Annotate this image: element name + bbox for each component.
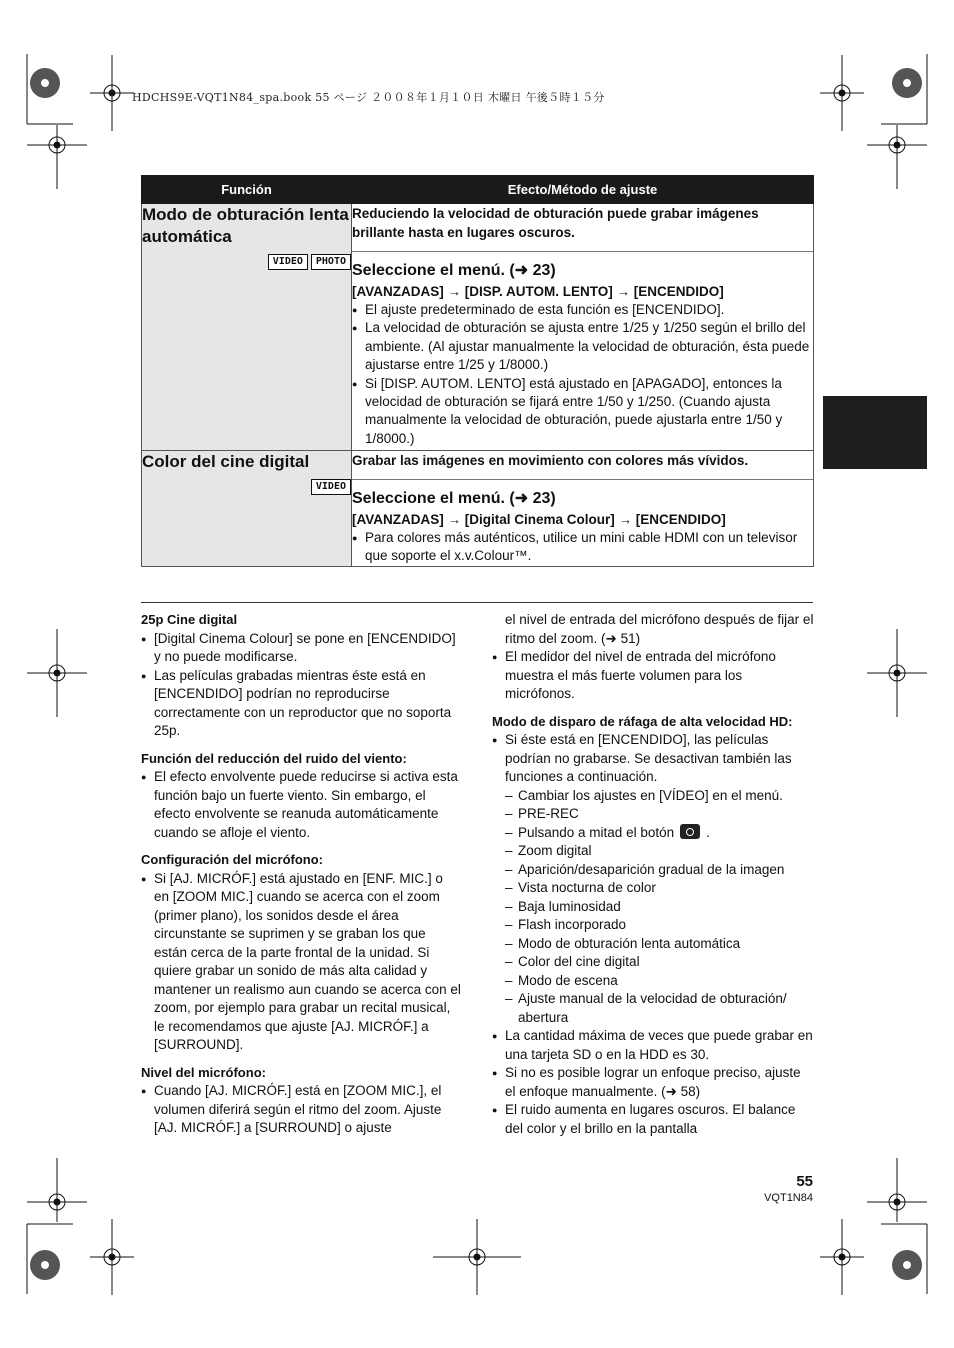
note-heading: Nivel del micrófono:	[141, 1064, 266, 1080]
video-badge: VIDEO	[311, 479, 351, 495]
camera-icon	[680, 824, 700, 839]
notes-right-column	[492, 611, 814, 1138]
list-item: ● La velocidad de obturación se ajusta entre 1/25 y 1/250 según el brillo del ambiente. (Al ajustar manualmente la velocidad de obturación, ésta puede ajustarse entre 1/25 y 1/8000.)	[352, 319, 813, 374]
col-effect-header: Efecto/Método de ajuste	[352, 176, 814, 204]
list-item-continued: el nivel de entrada del micrófono después de fijar el ritmo del zoom. (➜ 51)	[505, 612, 814, 646]
dash-item: – Modo de escena	[492, 972, 814, 991]
dash-item: – Vista nocturna de color	[492, 879, 814, 898]
notes-left-column	[141, 611, 461, 1138]
dash-item: – Modo de obturación lenta automática	[492, 935, 814, 954]
dash-item: – Aparición/desaparición gradual de la imagen	[492, 861, 814, 880]
dash-item: – Cambiar los ajustes en [VÍDEO] en el menú.	[492, 787, 814, 806]
list-item: ● [Digital Cinema Colour] se pone en [ENCENDIDO] y no puede modificarse.	[141, 630, 461, 667]
list-item: ● Si éste está en [ENCENDIDO], las películas podrían no grabarse. Se desactivan también las funciones a continuación.	[492, 731, 814, 787]
dash-text-end: .	[706, 824, 710, 840]
list-item: ● El efecto envolvente puede reducirse si activa esta función bajo un fuerte viento. Sin embargo, el efecto envolvente se reanuda automáticamente cuando se afloje el viento.	[141, 768, 461, 842]
menu-instruction: Seleccione el menú. (➜ 23)	[352, 262, 556, 279]
note-heading: Configuración del micrófono:	[141, 852, 323, 867]
table-row	[142, 451, 814, 567]
dash-item: – Baja luminosidad	[492, 898, 814, 917]
dash-item: – Flash incorporado	[492, 916, 814, 935]
divider	[141, 602, 813, 603]
list-item: ● Si [DISP. AUTOM. LENTO] está ajustado en [APAGADO], entonces la velocidad de obturación se fijará entre 1/50 y 1/250. (Cuando ajusta manualmente la velocidad de obturación, puede ajustarla entre 1/50 y 1/8000.)	[352, 375, 813, 449]
page-number: 55	[796, 1173, 813, 1190]
list-item: ● El medidor del nivel de entrada del micrófono muestra el más fuerte volumen para los micrófonos.	[492, 648, 814, 704]
list-item: ● El ruido aumenta en lugares oscuros. El balance del color y el brillo en la pantalla	[492, 1101, 814, 1138]
note-heading: Función del reducción del ruido del viento:	[141, 750, 407, 766]
function-title: Modo de obturación lenta automática	[142, 205, 349, 246]
function-title: Color del cine digital	[142, 452, 310, 471]
video-badge: VIDEO	[268, 254, 308, 270]
photo-badge: PHOTO	[311, 254, 351, 270]
list-item: ● Las películas grabadas mientras éste está en [ENCENDIDO] podrían no reproducirse correctamente con un reproductor que no soporta 25p.	[141, 667, 461, 741]
effect-intro: Reduciendo la velocidad de obturación puede grabar imágenes brillante hasta en lugares oscuros.	[352, 204, 813, 252]
list-item: ● Para colores más auténticos, utilice un mini cable HDMI con un televisor que soporte el x.v.Colour™.	[352, 529, 813, 566]
list-item: ● Si no es posible lograr un enfoque preciso, ajuste el enfoque manualmente. (➜ 58)	[492, 1064, 814, 1101]
note-heading: 25p Cine digital	[141, 612, 238, 627]
menu-instruction: Seleccione el menú. (➜ 23)	[352, 490, 556, 507]
menu-path: [AVANZADAS] → [DISP. AUTOM. LENTO] → [ENCENDIDO]	[352, 284, 724, 299]
list-item: ● La cantidad máxima de veces que puede grabar en una tarjeta SD o en la HDD es 30.	[492, 1027, 814, 1064]
list-item: ● El ajuste predeterminado de esta función es [ENCENDIDO].	[352, 301, 813, 319]
section-tab	[823, 396, 927, 469]
list-item: ● Cuando [AJ. MICRÓF.] está en [ZOOM MIC.], el volumen diferirá según el ritmo del zoom. Ajuste [AJ. MICRÓF.] a [SURROUND] o ajuste	[141, 1082, 461, 1138]
dash-item	[492, 824, 814, 843]
dash-item: – Zoom digital	[492, 842, 814, 861]
print-header: HDCHS9E-VQT1N84_spa.book 55 ページ ２００８年１月１０日 木曜日 午後５時１５分	[132, 91, 605, 104]
dash-item: – Ajuste manual de la velocidad de obturación/ abertura	[492, 990, 814, 1027]
menu-path: [AVANZADAS] → [Digital Cinema Colour] → [ENCENDIDO]	[352, 512, 726, 527]
note-heading: Modo de disparo de ráfaga de alta velocidad HD:	[492, 713, 793, 729]
model-code: VQT1N84	[764, 1192, 813, 1204]
col-function-header: Función	[142, 176, 352, 204]
function-table	[141, 175, 814, 567]
table-row	[142, 204, 814, 451]
effect-intro: Grabar las imágenes en movimiento con colores más vívidos.	[352, 451, 813, 480]
dash-text: Pulsando a mitad el botón	[518, 824, 675, 840]
list-item: ● Si [AJ. MICRÓF.] está ajustado en [ENF. MIC.] o en [ZOOM MIC.] cuando se acerca con el zoom (primer plano), los sonidos desde el área circunstante se suprimen y se graban los que están cerca de la parte frontal de la unidad. Si quiere grabar un sonido de más alta calidad y mantener un realismo aun cuando se acerca con el zoom, por ejemplo para grabar un recital musical, le recomendamos que ajuste [AJ. MICRÓF.] a [SURROUND].	[141, 870, 461, 1055]
dash-item: – Color del cine digital	[492, 953, 814, 972]
dash-item: – PRE-REC	[492, 805, 814, 824]
